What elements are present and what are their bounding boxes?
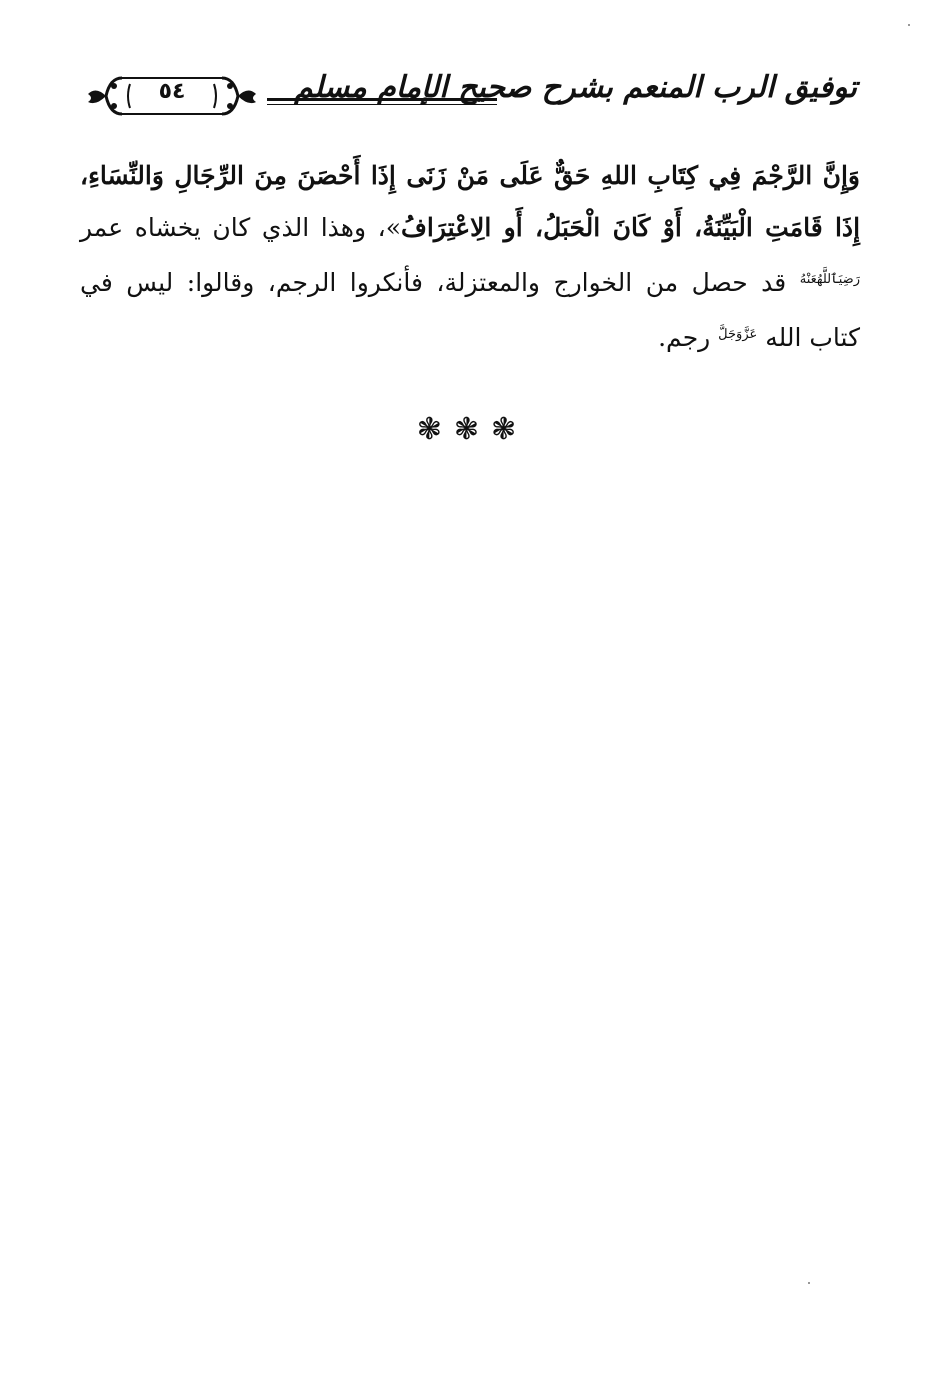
page-header (82, 66, 857, 136)
scan-speck (908, 24, 910, 26)
page-number: ٥٤ (158, 79, 186, 104)
quote-close: »، (366, 213, 401, 242)
honorific-azza-wajal: عَزَّوَجَلَّ (718, 327, 758, 342)
commentary-text-1: وهذا الذي كان يخشاه عمر (80, 213, 367, 242)
body-paragraph (80, 150, 860, 364)
commentary-text-2: قد حصل من الخوارج والمعتزلة، فأنكروا الرجم، وقالوا: ليس في كتاب الله (80, 268, 860, 352)
book-title: توفيق الرب المنعم بشرح صحيح الإمام مسلم (294, 70, 857, 105)
page-number-badge (82, 68, 262, 124)
scan-speck (808, 1282, 810, 1284)
honorific-radiallahu: رَضِيَٱللَّهُعَنْهُ (799, 272, 860, 287)
commentary-text-3: رجم. (658, 323, 719, 352)
section-separator: ❃❃❃ (416, 412, 529, 447)
hadith-quote: وَإِنَّ الرَّجْمَ فِي كِتَابِ اللهِ حَقٌّ عَلَى مَنْ زَنَى إِذَا أَحْصَنَ مِنَ الرِّجَالِ وَالنِّسَاءِ، إِذَا قَامَتِ الْبَيِّنَةُ، أَوْ كَانَ الْحَبَلُ، أَو الِاعْتِرَافُ (80, 161, 861, 242)
